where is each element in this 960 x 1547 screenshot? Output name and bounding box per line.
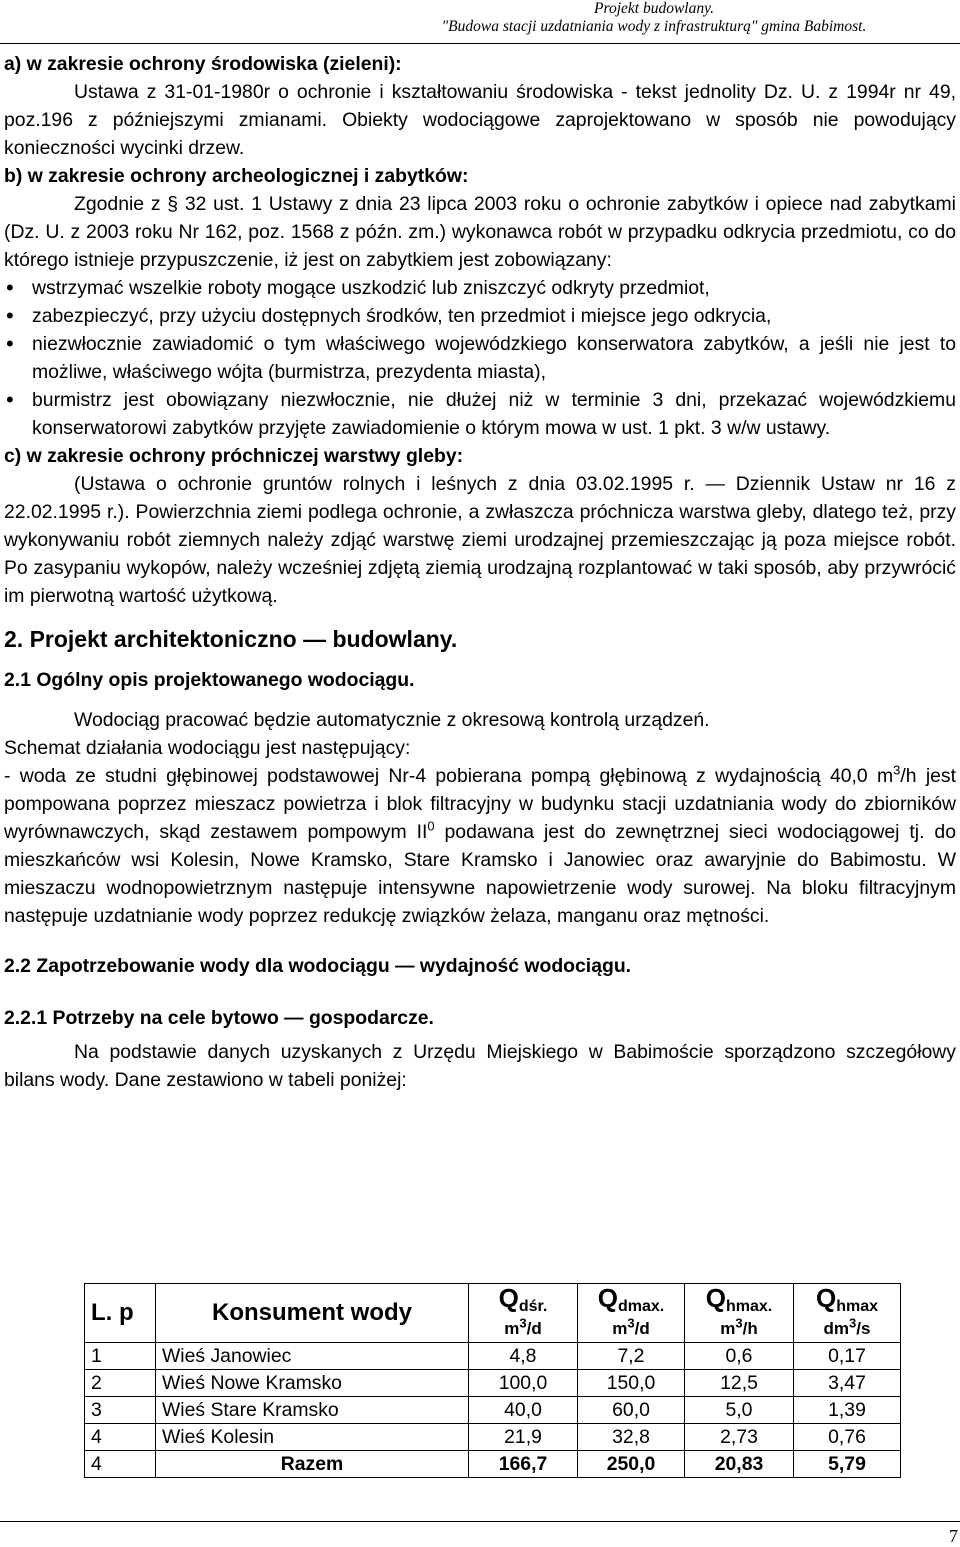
cell-total-label: Razem — [156, 1451, 469, 1478]
cell-q-dsr: 40,0 — [469, 1397, 578, 1424]
list-item: • wstrzymać wszelkie roboty mogące uszkodzić lub zniszczyć odkryty przedmiot, — [4, 274, 956, 302]
header-unit — [691, 1314, 787, 1340]
cell-q-dmax: 150,0 — [578, 1370, 685, 1397]
header-sub: hmax. — [725, 1297, 773, 1315]
cell-q-hmax: 2,73 — [685, 1424, 794, 1451]
cell-q-hmax-dm: 0,17 — [794, 1343, 901, 1370]
cell-consumer: Wieś Stare Kramsko — [156, 1397, 469, 1424]
water-balance-table — [84, 1283, 901, 1478]
header-sub: hmax — [836, 1297, 879, 1315]
cell-consumer: Wieś Nowe Kramsko — [156, 1370, 469, 1397]
p3-part-a: - woda ze studni głębinowej podstawowej Nr-4 pobierana pompą głębinową z wydajnością 40,0 m — [4, 765, 894, 787]
col-header-q-hmax — [685, 1284, 794, 1343]
table-total-row — [85, 1451, 901, 1478]
header-sub: dśr. — [518, 1297, 548, 1315]
section-b-text: Zgodnie z § 32 ust. 1 Ustawy z dnia 23 lipca 2003 roku o ochronie zabytków i opiece nad zabytkami (Dz. U. z 2003 roku Nr 162, poz. 1568 z późn. zm.) wykonawca robót w przypadku odkrycia przedmiotu, co do którego istnieje przypuszczenie, iż jest on zabytkiem jest zobowiązany: — [4, 193, 956, 271]
cell-q-hmax: 5,0 — [685, 1397, 794, 1424]
header-q: Q — [705, 1282, 726, 1313]
section-a-text: Ustawa z 31-01-1980r o ochronie i kształtowaniu środowiska - tekst jednolity Dz. U. z 1994r nr 49, poz.196 z późniejszymi zmianami. Obiekty wodociągowe zaprojektowano w sposób nie powodujący konieczności wycinki drzew. — [4, 81, 956, 159]
section-2-2-1-p1: Na podstawie danych uzyskanych z Urzędu Miejskiego w Babimoście sporządzono szczegółowy bilans wody. Dane zestawiono w tabeli poniżej: — [4, 1041, 956, 1091]
header-divider — [0, 43, 960, 44]
unit-part: /s — [856, 1318, 871, 1338]
p3-part-c: podawana jest do zewnętrznej sieci wodociągowej tj. do mieszkańców wsi Kolesin, Nowe Kramsko, Stare Kramsko i Janowiec oraz awaryjnie do Babimostu. W mieszaczu wodnopowietrznym następuje intensywne napowietrzenie wody surowej. Na bloku filtracyjnym następuje uzdatnianie wody poprzez redukcję związków żelaza, manganu oraz mętności. — [4, 821, 956, 927]
cell-total-q-hmax-dm: 5,79 — [794, 1451, 901, 1478]
list-item: • burmistrz jest obowiązany niezwłocznie, nie dłużej niż w terminie 3 dni, przekazać wojewódzkiemu konserwatorowi zabytków przyjęte zawiadomienie o którym mowa w ust. 1 pkt. 3 w/w ustawy. — [4, 386, 956, 442]
table-row — [85, 1370, 901, 1397]
header-q: Q — [815, 1282, 837, 1313]
section-b-bullet-list — [4, 274, 956, 442]
unit-part: /d — [634, 1318, 650, 1338]
table-header-row — [85, 1284, 901, 1343]
section-b-heading: b) w zakresie ochrony archeologicznej i zabytków: — [4, 165, 469, 187]
page-header — [374, 0, 934, 36]
list-item: • niezwłocznie zawiadomić o tym właściwego wojewódzkiego konserwatora zabytków, a jeśli nie jest to możliwe, właściwego wójta (burmistrza, prezydenta miasta), — [4, 330, 956, 386]
table-row — [85, 1397, 901, 1424]
cell-lp: 4 — [85, 1424, 156, 1451]
col-header-lp — [85, 1284, 156, 1343]
section-2-1-p1: Wodociąg pracować będzie automatycznie z okresową kontrolą urządzeń. — [74, 709, 710, 731]
section-2-heading: 2. Projekt architektoniczno — budowlany. — [4, 626, 458, 652]
col-header-q-dmax — [578, 1284, 685, 1343]
section-c-heading: c) w zakresie ochrony próchniczej warstwy gleby: — [4, 445, 464, 467]
header-q: Q — [498, 1282, 519, 1313]
table-row — [85, 1424, 901, 1451]
cell-total-q-dmax: 250,0 — [578, 1451, 685, 1478]
section-2-2-heading: 2.2 Zapotrzebowanie wody dla wodociągu — wydajność wodociągu. — [4, 955, 632, 977]
superscript: 3 — [893, 762, 901, 778]
table-row — [85, 1343, 901, 1370]
header-unit — [800, 1314, 894, 1340]
cell-q-dsr: 21,9 — [469, 1424, 578, 1451]
superscript: 3 — [735, 1314, 743, 1330]
p3-part-b: /h jest pompowana poprzez mieszacz powietrza i blok filtracyjny w budynku stacji uzdatniania wody do zbiorników wyrównawczych, skąd zestawem pompowym II — [4, 765, 956, 843]
section-2-1-p2: Schemat działania wodociągu jest następujący: — [4, 737, 411, 759]
col-header-q-hmax-dm — [794, 1284, 901, 1343]
cell-lp: 3 — [85, 1397, 156, 1424]
cell-total-q-hmax: 20,83 — [685, 1451, 794, 1478]
cell-total-q-dsr: 166,7 — [469, 1451, 578, 1478]
header-unit — [584, 1314, 678, 1340]
header-subtitle: "Budowa stacji uzdatniania wody z infrastrukturą" gmina Babimost. — [441, 18, 867, 35]
unit-part: m — [504, 1318, 520, 1338]
col-header-q-dsr — [469, 1284, 578, 1343]
superscript: 0 — [427, 818, 435, 834]
col-header-consumer — [156, 1284, 469, 1343]
unit-part: /h — [742, 1318, 758, 1338]
unit-part: dm — [823, 1318, 850, 1338]
section-2-2-1-heading: 2.2.1 Potrzeby na cele bytowo — gospodarcze. — [4, 1007, 434, 1029]
unit-part: m — [720, 1318, 736, 1338]
cell-lp: 1 — [85, 1343, 156, 1370]
header-q: Q — [597, 1282, 618, 1313]
superscript: 3 — [627, 1314, 635, 1330]
cell-q-hmax: 0,6 — [685, 1343, 794, 1370]
section-2-1-heading: 2.1 Ogólny opis projektowanego wodociągu. — [4, 669, 415, 691]
unit-part: /d — [526, 1318, 542, 1338]
section-2-1-p3 — [4, 762, 956, 930]
header-title: Projekt budowlany. — [594, 0, 714, 17]
cell-q-dmax: 60,0 — [578, 1397, 685, 1424]
section-a-heading: a) w zakresie ochrony środowiska (zieleni): — [4, 53, 402, 75]
cell-q-hmax-dm: 0,76 — [794, 1424, 901, 1451]
cell-consumer: Wieś Kolesin — [156, 1424, 469, 1451]
cell-lp: 4 — [85, 1451, 156, 1478]
cell-q-hmax-dm: 3,47 — [794, 1370, 901, 1397]
page-number: 7 — [949, 1526, 958, 1546]
list-item: • zabezpieczyć, przy użyciu dostępnych środków, ten przedmiot i miejsce jego odkrycia, — [4, 302, 956, 330]
header-unit — [475, 1314, 571, 1340]
header-text: L. p — [91, 1298, 134, 1326]
unit-part: m — [612, 1318, 628, 1338]
header-text: Konsument wody — [211, 1298, 412, 1326]
header-sub: dmax. — [617, 1297, 665, 1315]
cell-q-dsr: 4,8 — [469, 1343, 578, 1370]
cell-q-dmax: 7,2 — [578, 1343, 685, 1370]
cell-q-hmax-dm: 1,39 — [794, 1397, 901, 1424]
document-body — [4, 50, 956, 1094]
cell-lp: 2 — [85, 1370, 156, 1397]
cell-q-dsr: 100,0 — [469, 1370, 578, 1397]
footer-divider — [0, 1521, 960, 1522]
cell-consumer: Wieś Janowiec — [156, 1343, 469, 1370]
cell-q-hmax: 12,5 — [685, 1370, 794, 1397]
cell-q-dmax: 32,8 — [578, 1424, 685, 1451]
superscript: 3 — [519, 1314, 527, 1330]
section-c-text: (Ustawa o ochronie gruntów rolnych i leśnych z dnia 03.02.1995 r. — Dziennik Ustaw nr 16 z 22.02.1995 r.). Powierzchnia ziemi podlega ochronie, a zwłaszcza próchnicza warstwa gleby, dlatego też, przy wykonywaniu robót ziemnych należy zdjąć warstwę ziemi urodzajnej przemieszczając ją poza miejsce robót. Po zasypaniu wykopów, należy wcześniej zdjętą ziemią urodzajną rozplantować w taki sposób, aby przywrócić im pierwotną wartość użytkową. — [4, 473, 956, 607]
superscript: 3 — [849, 1314, 857, 1330]
